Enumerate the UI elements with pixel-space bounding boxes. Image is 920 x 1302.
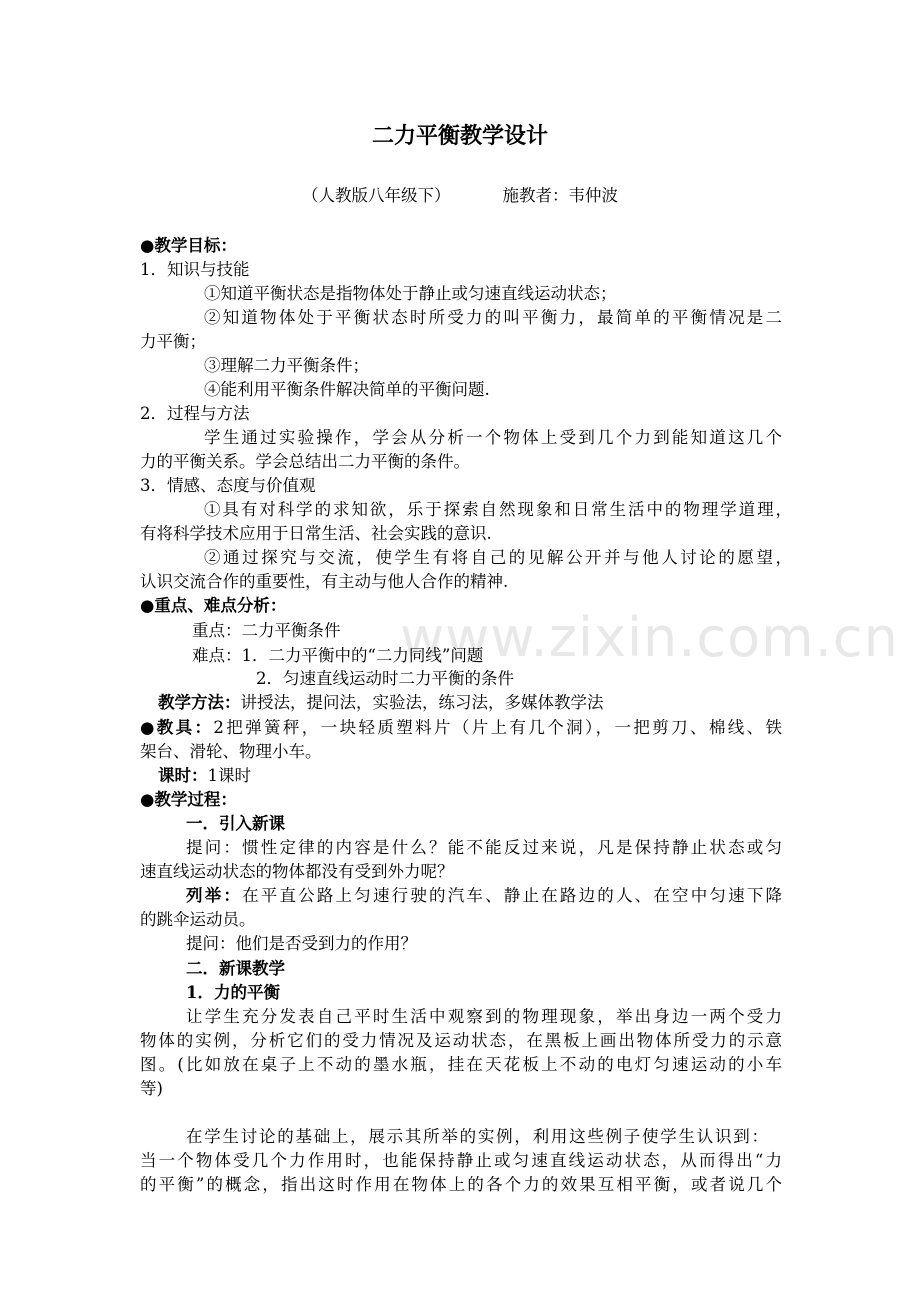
tools-line2: 架台、滑轮、物理小车。 (140, 742, 322, 761)
goal-k4: ④能利用平衡条件解决简单的平衡问题. (204, 380, 490, 399)
goal-k1: ①知道平衡状态是指物体处于静止或匀速直线运动状态； (204, 284, 617, 303)
time-label: 课时： (158, 766, 208, 785)
goal-p1-line1: 学生通过实验操作，学会从分析一个物体上受到几个力到能知道这几个 (204, 428, 782, 447)
process-method-heading: 2．过程与方法 (140, 404, 250, 423)
difficulty-2: 2．匀速直线运动时二力平衡的条件 (256, 669, 514, 688)
goal-k2-line2: 力平衡； (140, 332, 206, 351)
goal-k2-line1: ②知道物体处于平衡状态时所受力的叫平衡力，最简单的平衡情况是二 (204, 308, 782, 327)
para2-line3: 的平衡”的概念，指出这时作用在物体上的各个力的效果互相平衡，或者说几个 (140, 1175, 782, 1194)
difficulty-1: 难点：1．二力平衡中的“二力同线”问题 (192, 646, 484, 665)
goal-e1-line1: ①具有对科学的求知欲，乐于探索自然现象和日常生活中的物理学道理， (204, 500, 792, 519)
example-label: 列举： (186, 886, 243, 905)
attitude-heading: 3．情感、态度与价值观 (140, 476, 316, 495)
tools-text: 2把弹簧秤，一块轻质塑料片（片上有几个洞），一把剪刀、棉线、铁 (213, 718, 783, 737)
para2-line2: 当一个物体受几个力作用时，也能保持静止或匀速直线运动状态，从而得出“力 (140, 1151, 782, 1170)
goal-p1-line2: 力的平衡关系。学会总结出二力平衡的条件。 (140, 452, 470, 471)
method-label: 教学方法： (158, 693, 241, 712)
key-point: 重点：二力平衡条件 (192, 621, 341, 640)
question1-line2: 速直线运动状态的物体都没有受到外力呢？ (140, 862, 454, 881)
para1-line3: 图。(比如放在桌子上不动的墨水瓶，挂在天花板上不动的电灯匀速运动的小车 (140, 1055, 782, 1074)
subsection-balance: 1．力的平衡 (186, 983, 280, 1002)
example-line2: 的跳伞运动员。 (140, 910, 256, 929)
goal-k3: ③理解二力平衡条件； (204, 356, 369, 375)
example-line1 (186, 884, 782, 908)
teacher-label: 施教者：韦仲波 (502, 186, 618, 205)
keys-heading: ●重点、难点分析： (140, 596, 287, 615)
example-text: 在平直公路上匀速行驶的汽车、静止在路边的人、在空中匀速下降 (242, 886, 783, 905)
para1-line2: 物体的实例，分析它们的受力情况及运动状态，在黑板上画出物体所受力的示意 (140, 1031, 782, 1050)
question2: 提问：他们是否受到力的作用？ (186, 934, 417, 953)
teaching-method (158, 691, 604, 715)
doc-subtitle (0, 184, 920, 208)
para1-line1: 让学生充分发表自己平时生活中观察到的物理现象，举出身边一两个受力 (186, 1007, 782, 1026)
tools-line1 (140, 716, 782, 740)
goals-heading: ●教学目标： (140, 236, 237, 255)
section-intro: 一．引入新课 (186, 814, 285, 833)
method-text: 讲授法，提问法，实验法，练习法，多媒体教学法 (240, 693, 604, 712)
goal-e1-line2: 有将科学技术应用于日常生活、社会实践的意识. (140, 524, 492, 543)
section-new: 二．新课教学 (186, 959, 285, 978)
goal-e2-line1: ②通过探究与交流，使学生有将自己的见解公开并与他人讨论的愿望， (204, 548, 792, 567)
knowledge-heading: 1．知识与技能 (140, 260, 250, 279)
tools-label: ●教具： (140, 718, 214, 737)
question1-line1: 提问：惯性定律的内容是什么？能不能反过来说，凡是保持静止状态或匀 (186, 838, 782, 857)
para1-line4: 等) (140, 1079, 163, 1098)
process-heading: ●教学过程： (140, 790, 237, 809)
class-hours (158, 764, 251, 788)
edition-label: （人教版八年级下） (302, 186, 451, 205)
para2-line1: 在学生讨论的基础上，展示其所举的实例，利用这些例子使学生认识到： (186, 1127, 768, 1146)
doc-title: 二力平衡教学设计 (371, 123, 548, 149)
watermark: www.zixin.com.cn (400, 606, 899, 669)
goal-e2-line2: 认识交流合作的重要性，有主动与他人合作的精神. (140, 572, 509, 591)
time-text: 1课时 (207, 766, 251, 785)
